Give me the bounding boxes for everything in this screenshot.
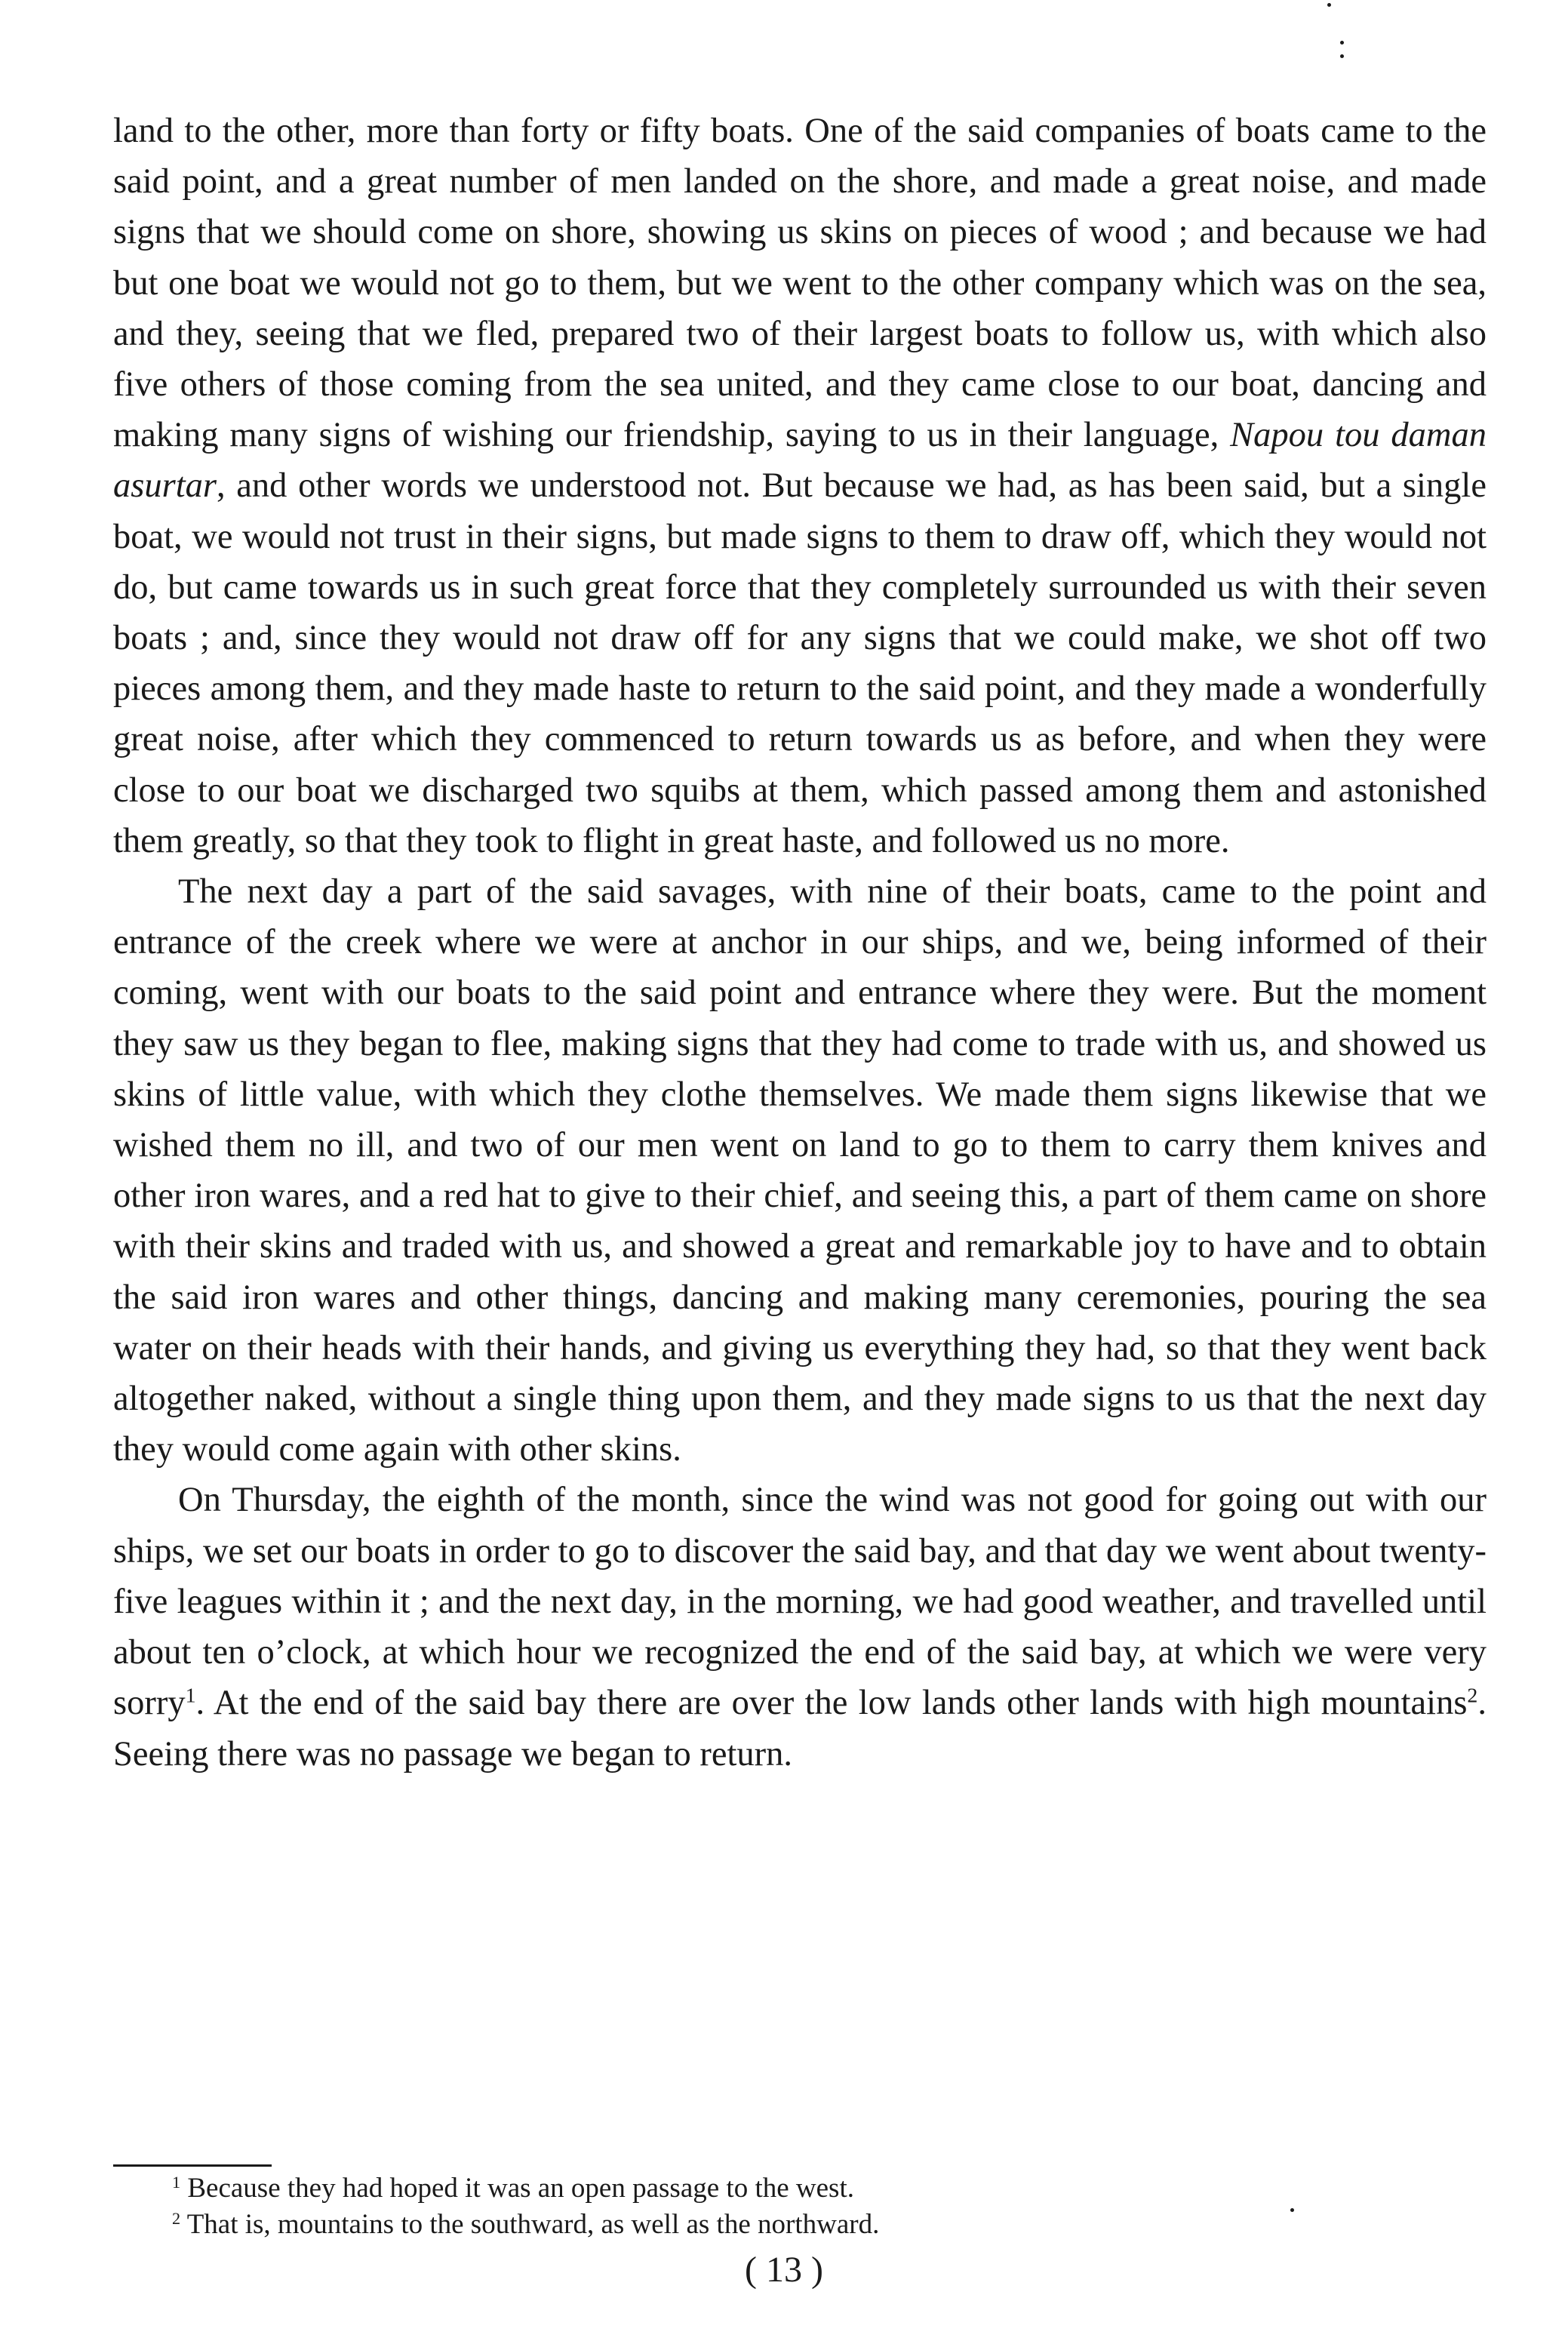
paragraph-3-text-part-1: On Thursday, the eighth of the month, since the wind was not good for going out with our ships, we set our boats in order to go to discover the said bay, and that day we went about twenty-five leagues within it ; and the next day, in the morning, we had good weather, and travelled until about ten o’clock, at which hour we recognized the end of the said bay, at which we were very sorry bbox=[113, 1481, 1487, 1723]
paragraph-3-text-part-3: . Seeing there was no passage we began to return. bbox=[113, 1684, 1487, 1773]
footnote-1-text: Because they had hoped it was an open passage to the west. bbox=[187, 2173, 854, 2204]
scan-speck bbox=[1290, 2208, 1294, 2212]
native-phrase: Napou tou daman asurtar bbox=[113, 416, 1487, 506]
paragraph-1-text-start: land to the other, more than forty or fifty boats. One of the said companies of boats came to the said point, and a great number of men landed on the shore, and made a great noise, and made signs that we should come on shore, showing us skins on pieces of wood ; and because we had but one boat we would not go to them, but we went to the other company which was on the sea, and they, seeing that we fled, prepared two of their largest boats to follow us, with which also five others of those coming from the sea united, and they came close to our boat, dancing and making many signs of wishing our friendship, saying to us in their language, bbox=[113, 112, 1487, 455]
page-body bbox=[113, 106, 1487, 1780]
paragraph-2: The next day a part of the said savages, with nine of their boats, came to the point and entrance of the creek where we were at anchor in our ships, and we, being informed of their coming, went with our boats to the said point and entrance where they were. But the moment they saw us they began to flee, making signs that they had come to trade with us, and showed us skins of little value, with which they clothe themselves. We made them signs likewise that we wished them no ill, and two of our men went on land to go to them to carry them knives and other iron wares, and a red hat to give to their chief, and seeing this, a part of them came on shore with their skins and traded with us, and showed a great and remarkable joy to have and to obtain the said iron wares and other things, dancing and making many ceremonies, pouring the sea water on their heads with their hands, and giving us everything they had, so that they went back altogether naked, without a single thing upon them, and they made signs to us that the next day they would come again with other skins. bbox=[113, 872, 1487, 1469]
paragraph-1-text-end: , and other words we understood not. But because we had, as has been said, but a single boat, we would not trust in their signs, but made signs to them to draw off, which they would not do, but came towards us in such great force that they completely surrounded us with their seven boats ; and, since they would not draw off for any signs that we could make, we shot off two pieces among them, and they made haste to return to the said point, and they made a wonderfully great noise, after which they commenced to return towards us as before, and when they were close to our boat we discharged two squibs at them, which passed among them and astonished them greatly, so that they took to flight in great haste, and followed us no more. bbox=[113, 466, 1487, 860]
page-number: ( 13 ) bbox=[745, 2250, 823, 2290]
footnote-ref-1: 1 bbox=[185, 1684, 196, 1708]
scan-speck bbox=[1340, 41, 1344, 45]
paragraph-1 bbox=[113, 106, 1487, 866]
paragraph-3 bbox=[113, 1475, 1487, 1779]
footnote-2 bbox=[172, 2207, 1304, 2243]
footnote-mark-1: 1 bbox=[172, 2172, 181, 2192]
scan-speck bbox=[1340, 54, 1344, 58]
footnote-mark-2: 2 bbox=[172, 2208, 181, 2228]
footnote-2-text: That is, mountains to the southward, as well as the northward. bbox=[186, 2209, 880, 2240]
footnotes bbox=[172, 2170, 1304, 2243]
footnote-rule bbox=[113, 2164, 272, 2167]
footnote-ref-2: 2 bbox=[1467, 1684, 1478, 1708]
paragraph-3-text-part-2: . At the end of the said bay there are over the low lands other lands with high mountains bbox=[195, 1684, 1468, 1723]
footnote-1 bbox=[172, 2170, 1304, 2207]
scan-speck bbox=[1327, 3, 1331, 7]
